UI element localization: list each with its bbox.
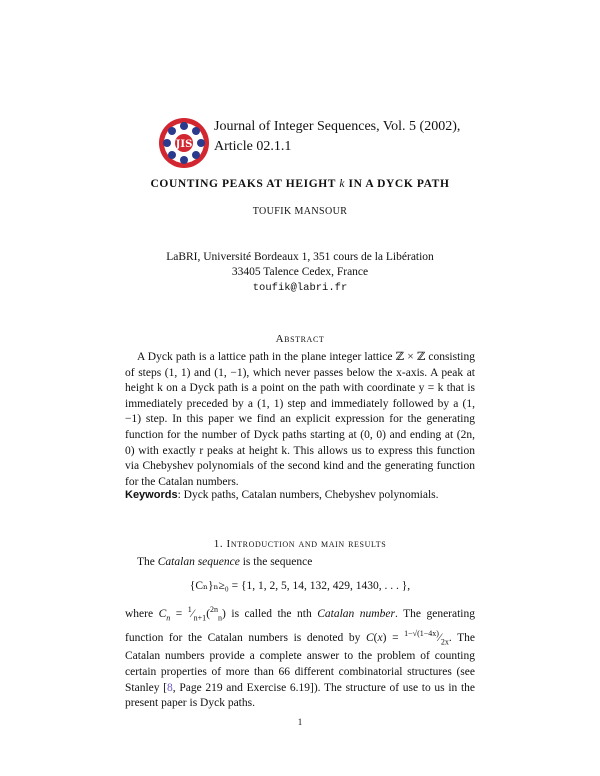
keywords-text: : Dyck paths, Catalan numbers, Chebyshev polynomials. [177,489,439,501]
title-before: COUNTING PEAKS AT HEIGHT [150,178,336,190]
keywords [125,489,475,501]
journal-line-2: Article 02.1.1 [214,139,292,154]
generating-function-formula: $C(x) = ^{1-√(1-4x)}⁄_{2x}$ [366,628,449,646]
journal-line-1: Journal of Integer Sequences, Vol. 5 (2002), [214,119,461,134]
abstract-heading: Abstract [275,333,325,345]
intro-emphasis: Catalan sequence [157,556,240,568]
affiliation-line-2: 33405 Talence Cedex, France [231,266,369,278]
para-emphasis: Catalan number [317,607,395,620]
journal-logo [158,117,210,169]
section-heading: 1. Introduction and main results [213,538,387,550]
section-paragraph [125,602,475,712]
keywords-label: Keywords [125,489,178,501]
abstract-text: A Dyck path is a lattice path in the plane integer lattice ℤ × ℤ consisting of steps (1, 1) and (1, −1), which never passes below the x-axis. A peak at height k on a Dyck path is a point on the path with coordinate y = k that is immediately preceded by a (1, 1) step and immediately followed by a (1, −1) step. In this paper we find an explicit expression for the generating function for the number of Dyck paths starting at (0, 0) and ending at (2n, 0) with exactly r peaks at height k. This allows us to express this function via Chebyshev polynomials of the second kind and the generating function for the Catalan numbers. [125,351,475,488]
para-part-5: , Page 219 and Exercise 6.19]). The structure of use to us in the present paper is Dyck paths. [125,681,475,710]
affiliation-line-1: LaBRI, Université Bordeaux 1, 351 cours de la Libération [166,251,434,263]
title-after: IN A DYCK PATH [348,178,450,190]
para-part-1: where [125,607,154,620]
title-variable: k [339,178,346,190]
intro-suffix: is the sequence [242,556,313,568]
catalan-sequence-display: {Cₙ}ₙ≥₀ = {1, 1, 2, 5, 14, 132, 429, 1430, . . . }, [189,580,411,592]
intro-prefix: The [137,556,155,568]
citation-link[interactable]: 8 [167,681,173,694]
catalan-formula: $C_n$ = $^1⁄_{n+1}(^{2n}_n)$ [158,605,226,623]
page-number: 1 [297,717,303,727]
journal-citation [214,117,514,157]
author-name: TOUFIK MANSOUR [252,206,348,217]
abstract-body [125,350,475,490]
affiliation [0,250,600,280]
author-email[interactable]: toufik@labri.fr [252,282,348,294]
svg-text:JIS: JIS [175,139,193,150]
section-intro [125,555,475,571]
paper-title [0,178,600,190]
para-part-2: is called the nth [231,607,312,620]
para-part-3: . The generating function for the Catalan numbers is denoted by [125,607,476,644]
para-part-4: . The Catalan numbers provide a complete answer to the problem of counting certain properties of more than 66 different combinatorial structures (see Stanley [ [125,631,476,694]
